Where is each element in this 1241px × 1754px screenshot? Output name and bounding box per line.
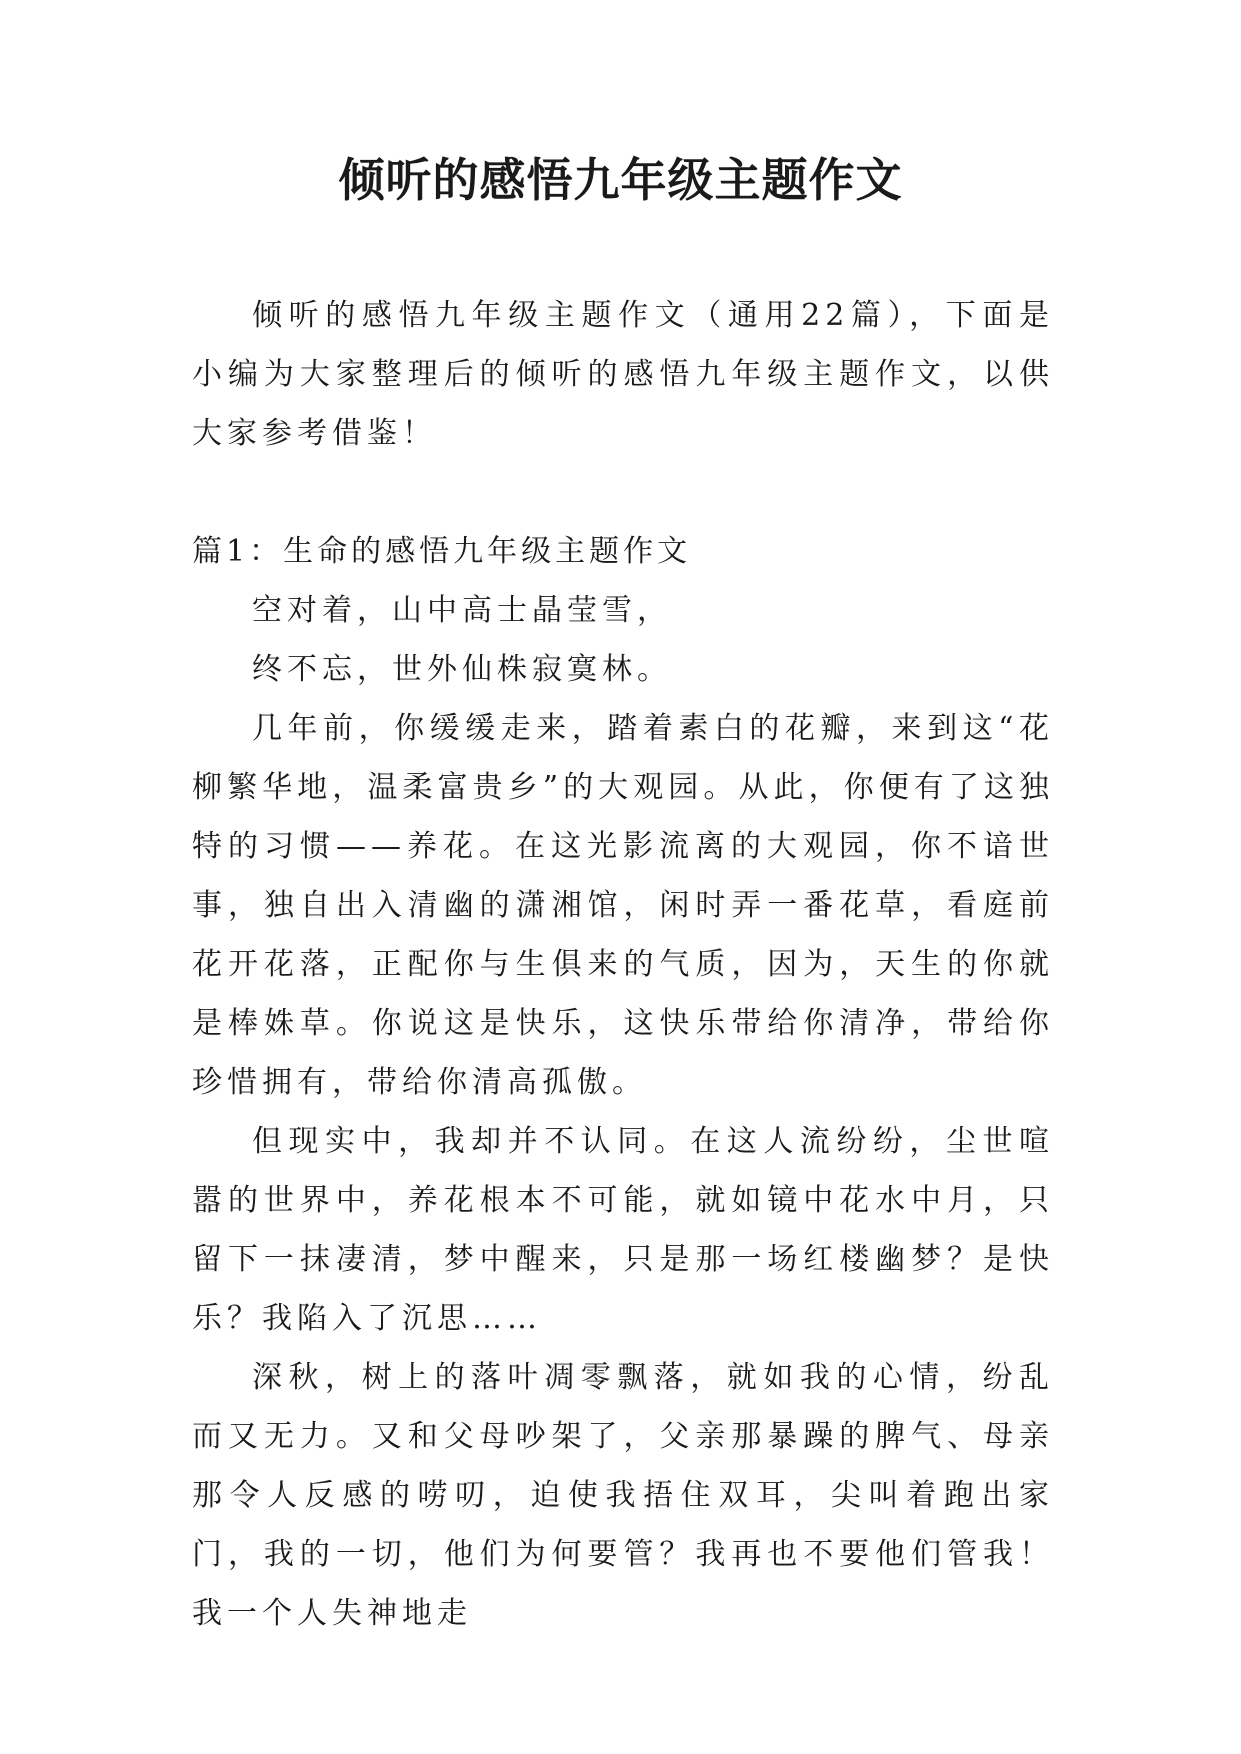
- body-paragraph-3: 深秋，树上的落叶凋零飘落，就如我的心情，纷乱而又无力。又和父母吵架了，父亲那暴躁的脾气、母亲那令人反感的唠叨，迫使我捂住双耳，尖叫着跑出家门，我的一切，他们为何要管？我再也不要他们管我！我一个人失神地走: [192, 1360, 1054, 1631]
- document-title: 倾听的感悟九年级主题作文: [338, 153, 903, 207]
- body-paragraph-2: 但现实中，我却并不认同。在这人流纷纷，尘世喧嚣的世界中，养花根本不可能，就如镜中花水中月，只留下一抹凄清，梦中醒来，只是那一场红楼幽梦？是快乐？我陷入了沉思……: [192, 1124, 1054, 1336]
- section-heading: 篇1：生命的感悟九年级主题作文: [192, 534, 692, 569]
- body-paragraph-1: 几年前，你缓缓走来，踏着素白的花瓣，来到这“花柳繁华地，温柔富贵乡”的大观园。从此，你便有了这独特的习惯——养花。在这光影流离的大观园，你不谙世事，独自出入清幽的潇湘馆，闲时弄一番花草，看庭前花开花落，正配你与生俱来的气质，因为，天生的你就是棒姝草。你说这是快乐，这快乐带给你清净，带给你珍惜拥有，带给你清高孤傲。: [192, 711, 1054, 1100]
- paragraph-spacer: [192, 463, 1054, 522]
- intro-paragraph: 倾听的感悟九年级主题作文（通用22篇），下面是小编为大家整理后的倾听的感悟九年级主题作文，以供大家参考借鉴！: [192, 298, 1054, 451]
- document-body: [192, 286, 1054, 1643]
- poem-line-1: 空对着，山中高士晶莹雪，: [252, 593, 672, 628]
- poem-line-2: 终不忘，世外仙株寂寞林。: [252, 652, 672, 687]
